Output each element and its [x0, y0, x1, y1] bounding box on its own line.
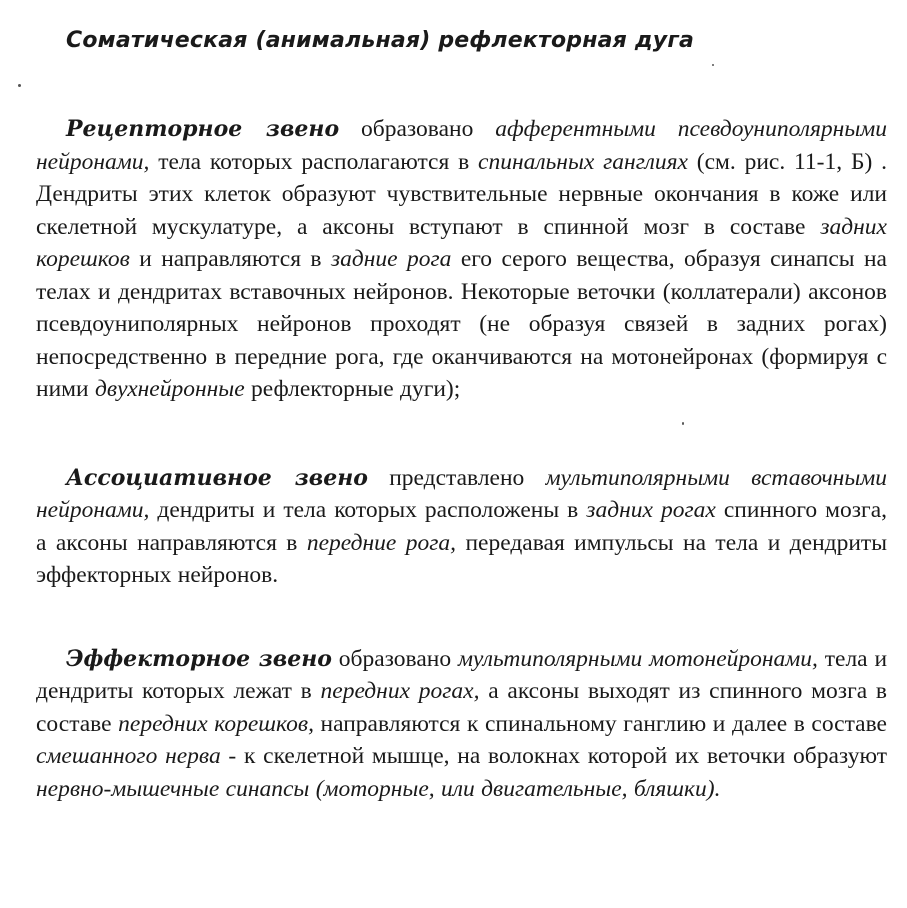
italic-term: спинальных ганглиях	[478, 148, 688, 175]
italic-term: задних корешков	[36, 213, 887, 272]
text: представлено	[367, 464, 546, 491]
italic-term: мультиполярными мотонейронами,	[457, 645, 818, 672]
section-effector-link	[36, 643, 887, 806]
section-receptor-link	[36, 113, 887, 406]
text: направляются к спинальному ганглию и далее в составе	[313, 710, 887, 737]
paragraph	[36, 113, 887, 406]
section-associative-link	[36, 462, 887, 592]
italic-term: задних рогах	[586, 497, 716, 523]
section-heading: Эффекторное звено	[66, 645, 332, 672]
italic-term: передних корешков,	[118, 710, 314, 737]
scan-speck	[682, 422, 684, 425]
text: его серого вещества, образуя синапсы на телах и дендритах вставочных нейронов. Некоторые веточки (коллатерали) аксонов псевдоуниполярных нейронов проходят (не образуя связей в задних рогах) непосредственно в передние рога, где оканчиваются на мотонейронах (формируя с ними	[36, 246, 887, 402]
text: а аксоны выходят из спинного мозга в составе	[36, 678, 887, 737]
text: передавая импульсы на тела и дендриты эффекторных нейронов.	[36, 529, 887, 588]
italic-term: передние рога,	[306, 529, 457, 556]
section-heading: Ассоциативное звено	[66, 464, 368, 491]
scan-speck	[18, 84, 21, 87]
text: дендриты и тела которых расположены в	[149, 497, 587, 523]
text: спинного мозга, а аксоны направляются в	[36, 497, 887, 556]
italic-term: нервно-мышечные синапсы (моторные, или двигательные, бляшки).	[36, 775, 721, 802]
italic-term: задние рога	[330, 246, 452, 272]
scan-speck	[712, 64, 714, 66]
document-title: Соматическая (анимальная) рефлекторная дуга	[66, 28, 695, 53]
paragraph	[36, 643, 887, 806]
text: - к скелетной мышце, на волокнах которой их веточки образуют	[220, 743, 887, 769]
italic-term: смешанного нерва	[36, 743, 221, 769]
italic-term: двухнейронные	[94, 376, 245, 402]
italic-term: передних рогах,	[320, 678, 480, 704]
text: образовано	[339, 116, 496, 142]
text: рефлекторные дуги);	[244, 376, 461, 402]
text: образовано	[331, 645, 458, 672]
paragraph	[36, 462, 887, 592]
italic-term: афферентными псевдоуниполярными нейронами,	[36, 116, 887, 175]
text: (см. рис. 11-1, Б) . Дендриты этих клеток образуют чувствительные нервные окончания в коже или скелетной мускулатуре, а аксоны вступают в спинной мозг в составе	[36, 148, 887, 240]
text: тела которых располагаются в	[149, 148, 479, 175]
text: и направляются в	[129, 246, 331, 272]
section-heading: Рецепторное звено	[66, 116, 340, 142]
text: тела и дендриты которых лежат в	[36, 645, 888, 704]
italic-term: мультиполярными вставочными нейронами,	[36, 464, 888, 523]
